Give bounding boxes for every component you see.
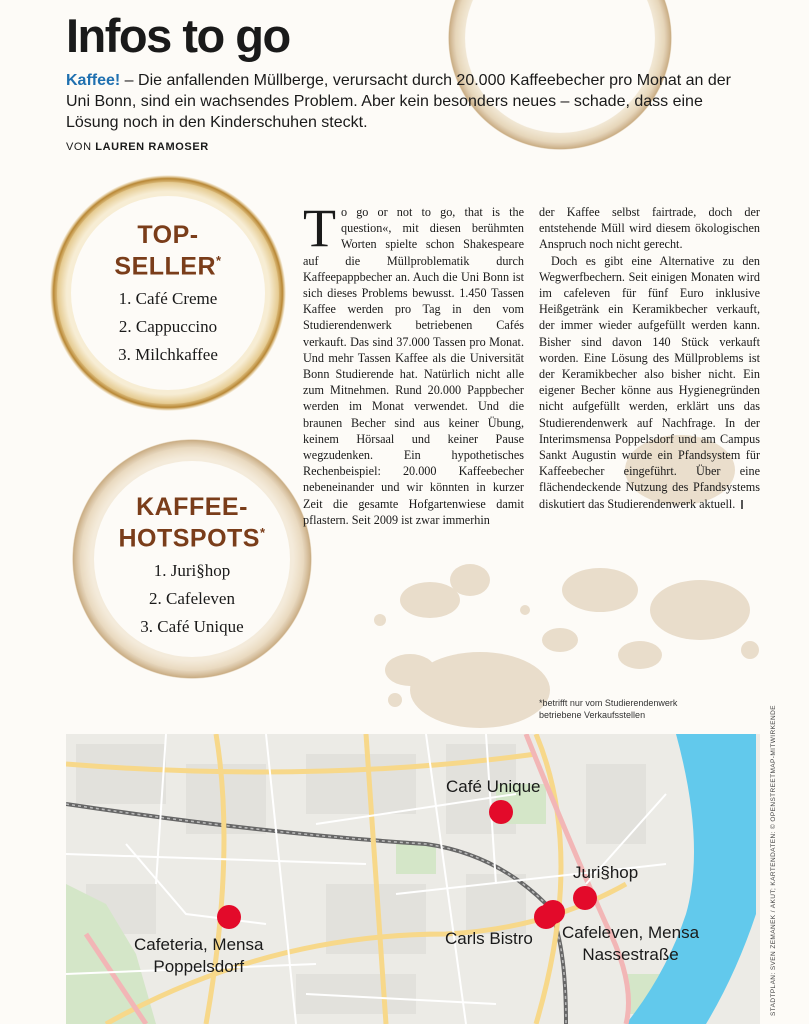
map-label-cafeteria — [134, 934, 263, 978]
list-item: 3. Café Unique — [140, 617, 244, 637]
drop-cap: T — [303, 198, 336, 258]
topseller-list — [78, 285, 258, 369]
hotspots-heading-line1: KAFFEE- — [136, 493, 248, 521]
article-paragraph: der Kaffee selbst fairtrade, doch der entstehende Müll wird diesem ökologischen Anspruch noch nicht gerecht. — [539, 205, 760, 252]
topseller-heading-line1: TOP- — [137, 221, 199, 249]
list-item: 1. Café Creme — [118, 289, 218, 309]
marker-jurishop[interactable] — [573, 886, 597, 910]
hotspots-asterisk: * — [259, 525, 266, 540]
map-label-cafeleven — [562, 922, 699, 966]
footnote-line2: betriebene Verkaufsstellen — [539, 710, 646, 720]
topseller-asterisk: * — [216, 253, 222, 268]
map-label-cafeteria-line2: Poppelsdorf — [153, 957, 245, 976]
article-col1-text: o go or not to go, that is the question«, mit diesen berühmten Worten spielte schon Shakespeare auf die Müllproblematik durch Kaffeepappbecher an. Auch die Uni Bonn ist sich dieses Problems bewusst. 1.450 Tassen Kaffee werden pro Tag in den vom Studierendenwerk betriebenen Cafés verkauft. Das sind 37.000 Tassen pro Monat. Und mehr Tassen Kaffee als die Universität Bonn Studierende hat. Natürlich nicht alle zum Mitnehmen. Rund 20.000 Pappbecher werden im Monat verwendet. Und die braunen Becher sind aus keiner Übung, keinem Hörsaal und keiner Pause wegzudenken. Ein hypothetisches Rechenbeispiel: 20.000 Kaffeebecher nebeneinander und wir könnten in kurzer Zeit die gesamte Hofgartenwiese damit pflastern. Seit 2009 ist zwar immerhin — [303, 205, 524, 527]
marker-cafe-unique[interactable] — [489, 800, 513, 824]
topseller-heading — [78, 222, 258, 279]
topseller-box — [78, 222, 258, 369]
map-label-cafeleven-line1: Cafeleven, Mensa — [562, 923, 700, 942]
map-label-cafe-unique: Café Unique — [446, 777, 541, 796]
map-label-jurishop: Juri§hop — [573, 863, 639, 882]
byline-prefix: VON — [66, 141, 96, 153]
hotspots-list — [102, 557, 282, 641]
list-item: 3. Milchkaffee — [118, 345, 218, 365]
byline-author: LAUREN RAMOSER — [95, 141, 209, 153]
article-paragraph — [303, 198, 524, 528]
page-title: Infos to go — [66, 9, 290, 62]
topseller-heading-line2-wrap — [78, 248, 258, 279]
byline — [66, 141, 209, 153]
topseller-heading-line2: SELLER — [114, 252, 217, 281]
article-column-2 — [539, 204, 760, 512]
map-label-cafeleven-line2: Nassestraße — [582, 945, 679, 964]
hotspots-box — [102, 494, 282, 641]
map-label-carls-bistro: Carls Bistro — [445, 929, 533, 948]
footnote — [539, 697, 739, 721]
list-item: 2. Cappuccino — [118, 317, 218, 337]
end-mark — [741, 500, 743, 509]
map-base — [66, 734, 760, 1024]
lead-text: – Die anfallenden Müllberge, verursacht durch 20.000 Kaffeebecher pro Monat an der Uni Bonn, sind ein wachsendes Problem. Aber kein besonders neues – schade, dass eine Lösung noch in den Kinderschuhen steckt. — [66, 72, 731, 131]
hotspots-heading-line2-wrap — [102, 520, 282, 551]
article-column-1 — [303, 198, 524, 528]
map-credit: STADTPLAN: SVEN ZEMANEK / AKUT; KARTENDATEN: © OPENSTREETMAP-MITWIRKENDE — [770, 705, 777, 1016]
marker-cafeteria-poppelsdorf[interactable] — [217, 905, 241, 929]
list-item: 2. Cafeleven — [149, 589, 235, 609]
article-col2-text: Doch es gibt eine Alternative zu den Wegwerfbechern. Seit einigen Monaten wird im cafeleven für fünf Euro inklusive Heißgetränk ein Keramikbecher verkauft, der immer wieder aufgefüllt werden kann. Bisher sind davon 140 Stück verkauft worden. Eine Lösung des Müllproblems ist der Keramikbecher also bisher nicht. Ein eigener Becher könne aus Hygienegründen nicht aufgefüllt werden, erklärt uns das Studierendenwerk auf Nachfrage. In der Interimsmensa Poppelsdorf und am Campus Sankt Augustin wurde ein Pfandsystem für Kaffeebecher eingeführt. Über eine flächendeckende Nutzung des Pfandsystems diskutiert das Studierendenwerk aktuell. — [539, 253, 760, 511]
city-map — [66, 734, 760, 1024]
list-item: 1. Juri§hop — [153, 561, 231, 581]
lead-keyword: Kaffee! — [66, 72, 121, 89]
hotspots-heading-line2: HOTSPOTS — [118, 524, 260, 553]
hotspots-heading — [102, 494, 282, 551]
footnote-line1: *betrifft nur vom Studierendenwerk — [539, 698, 678, 708]
lead-paragraph — [66, 70, 746, 133]
marker-cafeleven[interactable] — [541, 900, 565, 924]
map-label-cafeteria-line1: Cafeteria, Mensa — [134, 935, 264, 954]
article-paragraph — [539, 253, 760, 512]
